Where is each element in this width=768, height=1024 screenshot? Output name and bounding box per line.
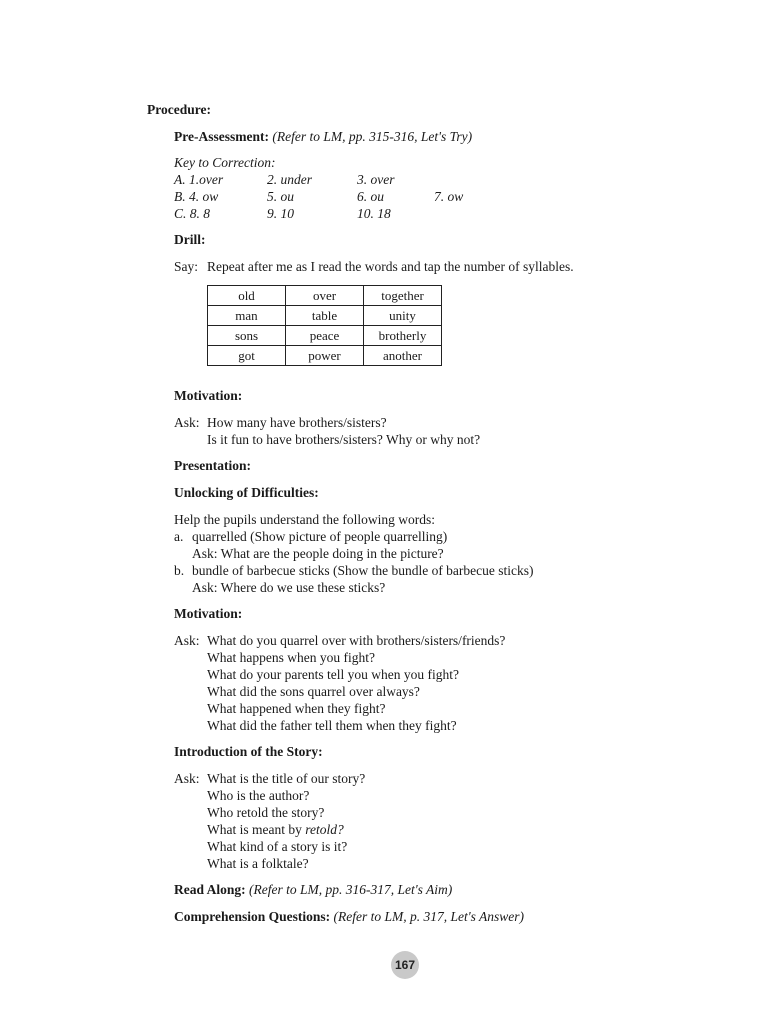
key-cell: 2. under [267,172,312,187]
ask-line: What is a folktale? [207,856,309,871]
table-cell: sons [208,326,286,346]
key-cell: 5. ou [267,189,294,204]
drill-say-label: Say: [174,259,199,274]
read-along-ref: (Refer to LM, pp. 316-317, Let's Aim) [249,882,453,897]
unlocking-intro: Help the pupils understand the following words: [174,512,435,527]
table-cell: peace [286,326,364,346]
unlocking-item-b-ask: Ask: Where do we use these sticks? [192,580,386,595]
page-number: 167 [391,951,419,979]
key-cell: 7. ow [434,189,464,204]
table-cell: over [286,286,364,306]
table-cell: man [208,306,286,326]
unlocking-heading: Unlocking of Difficulties: [174,485,319,500]
unlocking-item-b: bundle of barbecue sticks (Show the bundle of barbecue sticks) [192,563,534,578]
table-row [208,306,442,326]
syllable-table [207,285,442,366]
table-cell: power [286,346,364,366]
ask-line: How many have brothers/sisters? [207,415,387,430]
unlocking-item-a-ask: Ask: What are the people doing in the picture? [192,546,444,561]
drill-heading: Drill: [174,232,206,247]
table-row [208,326,442,346]
ask-line [207,821,344,838]
retold-word: retold? [305,822,344,837]
table-cell: unity [364,306,442,326]
read-along-label: Read Along: [174,882,246,897]
ask-line: What did the sons quarrel over always? [207,684,420,699]
ask-line: What happens when you fight? [207,650,375,665]
list-marker: b. [174,563,185,578]
ask-line: Who is the author? [207,788,310,803]
key-cell: 6. ou [357,189,384,204]
comprehension-label: Comprehension Questions: [174,909,331,924]
ask-line-text: What is meant by [207,822,306,837]
ask-label: Ask: [174,771,200,786]
table-cell: table [286,306,364,326]
key-cell: C. 8. 8 [174,206,211,221]
motivation-heading: Motivation: [174,388,243,403]
ask-line: What happened when they fight? [207,701,386,716]
comprehension-line [174,908,524,925]
pre-assessment-label: Pre-Assessment: [174,129,269,144]
table-cell: old [208,286,286,306]
table-cell: got [208,346,286,366]
ask-line: What is the title of our story? [207,771,366,786]
drill-say-text: Repeat after me as I read the words and tap the number of syllables. [207,259,574,274]
ask-line: What did the father tell them when they fight? [207,718,457,733]
comprehension-ref: (Refer to LM, p. 317, Let's Answer) [333,909,525,924]
ask-line: What do your parents tell you when you fight? [207,667,459,682]
key-title: Key to Correction: [174,155,276,170]
key-cell: 9. 10 [267,206,294,221]
key-cell: 3. over [357,172,395,187]
ask-label: Ask: [174,415,200,430]
ask-line: Who retold the story? [207,805,325,820]
motivation-heading: Motivation: [174,606,243,621]
key-cell: A. 1.over [174,172,224,187]
list-marker: a. [174,529,184,544]
table-row [208,286,442,306]
procedure-heading: Procedure: [147,102,211,117]
pre-assessment-line [174,128,472,145]
key-cell: B. 4. ow [174,189,219,204]
table-cell: another [364,346,442,366]
read-along-line [174,881,452,898]
table-cell: brotherly [364,326,442,346]
presentation-heading: Presentation: [174,458,251,473]
ask-line: What do you quarrel over with brothers/sisters/friends? [207,633,506,648]
key-cell: 10. 18 [357,206,391,221]
pre-assessment-ref: (Refer to LM, pp. 315-316, Let's Try) [272,129,473,144]
ask-line: Is it fun to have brothers/sisters? Why or why not? [207,432,481,447]
table-row [208,346,442,366]
ask-label: Ask: [174,633,200,648]
unlocking-item-a: quarrelled (Show picture of people quarrelling) [192,529,448,544]
introduction-heading: Introduction of the Story: [174,744,323,759]
ask-line: What kind of a story is it? [207,839,348,854]
table-cell: together [364,286,442,306]
